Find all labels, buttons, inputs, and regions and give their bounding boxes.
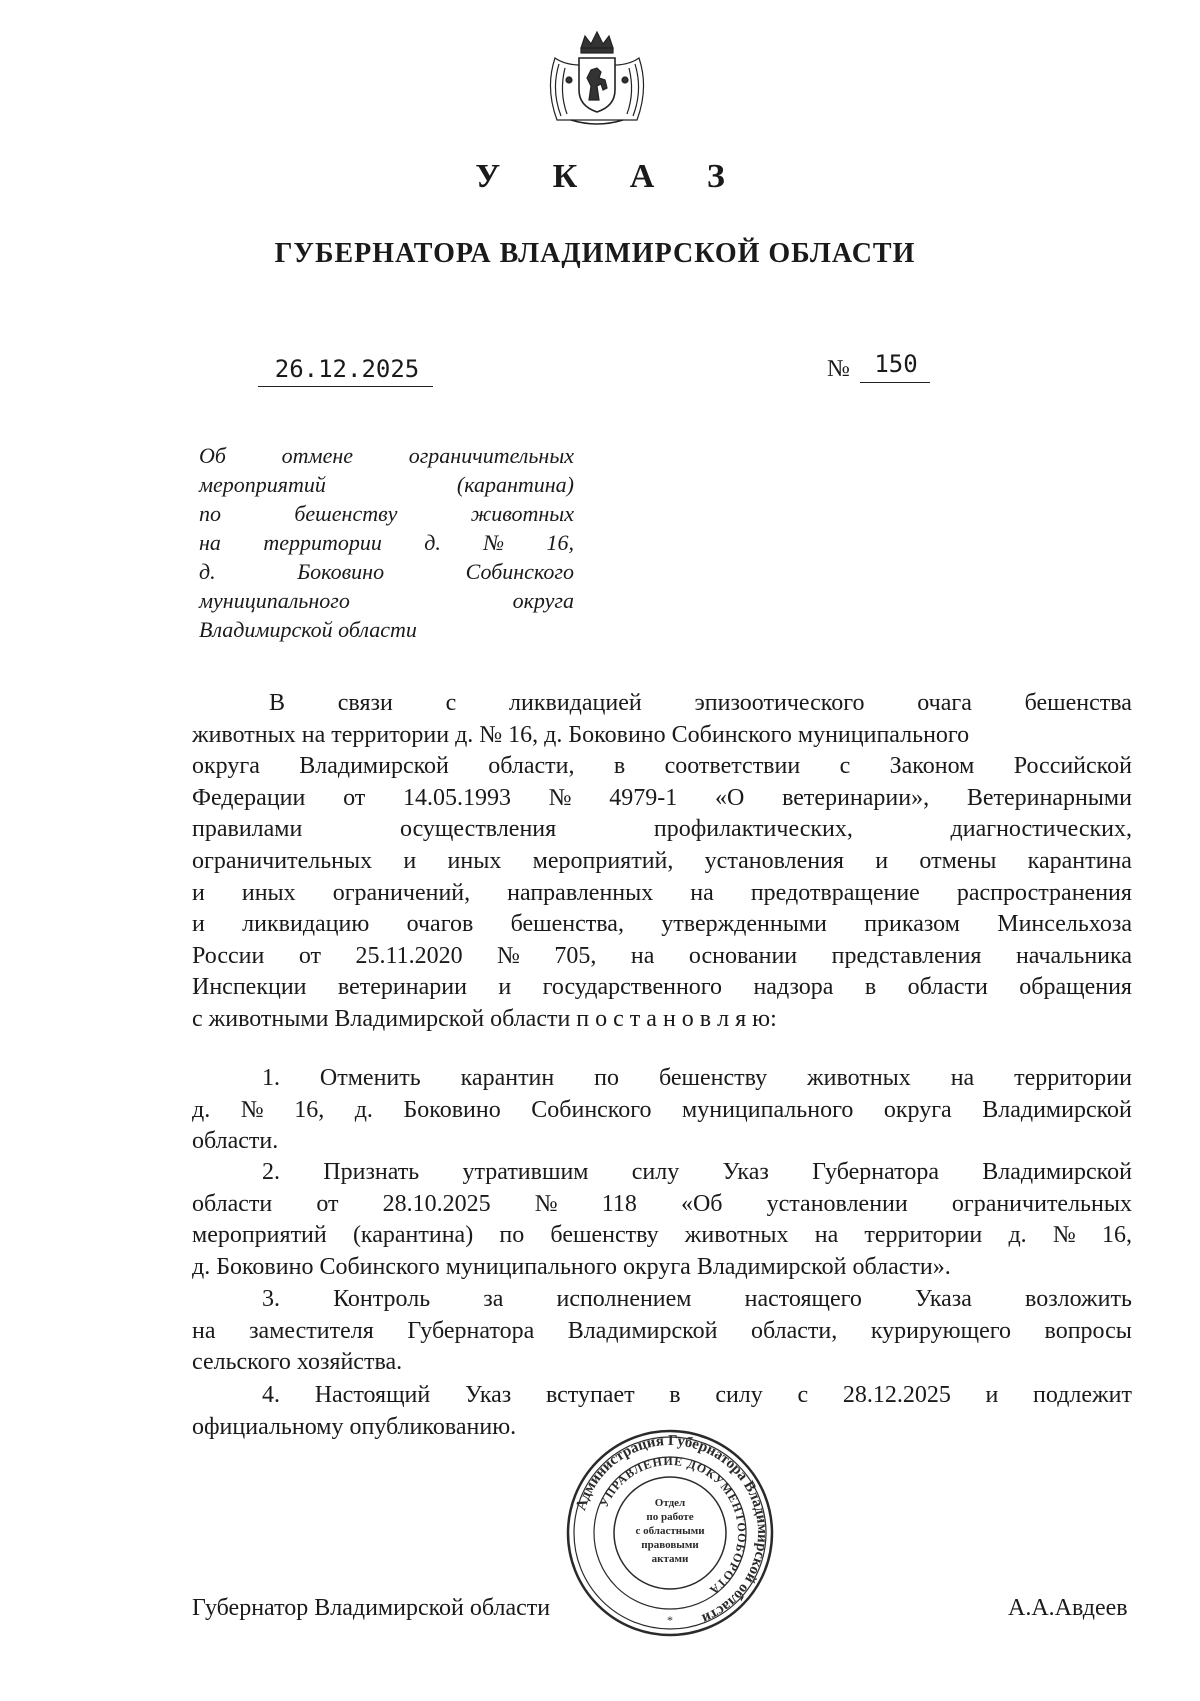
text-line [192,972,1132,1004]
word: бешенства [1024,690,1132,716]
word: ограничительных [951,1190,1132,1217]
word: на [950,1065,975,1091]
word: иных [241,879,296,906]
subject-word: Об [199,443,226,468]
word: подлежит [1033,1382,1132,1408]
word: Владимирской [982,1159,1132,1185]
stamp-center-line: Отдел [654,1497,686,1509]
text-line [192,720,1132,752]
word: сельского хозяйства. [192,1349,403,1376]
word: курирующего [870,1317,1011,1344]
word: 3. [262,1286,280,1312]
official-round-stamp [565,1428,775,1638]
word: Ветеринарными [966,784,1132,811]
word: д. Боковино Собинского муниципального округа Владимирской области». [192,1253,951,1280]
word: Инспекции [192,974,307,1001]
word: приказом [864,911,960,938]
word: официальному опубликованию. [192,1413,517,1440]
text-line [192,814,1132,846]
subject-line [199,441,574,470]
word: территории [1014,1065,1132,1091]
word: соответствии [664,753,801,780]
date-underline [258,386,433,387]
signatory-name: А.А.Авдеев [1008,1595,1128,1621]
word: д. [192,1096,211,1123]
word: ветеринарии [337,974,467,1001]
word: Российской [1013,753,1132,780]
subject-line [199,528,574,557]
word: направленных [507,879,654,906]
word: осуществления [400,816,557,843]
word: вопросы [1044,1317,1132,1344]
word: Признать [323,1159,420,1185]
word: 1. [262,1065,280,1091]
clause-3 [192,1284,1132,1379]
word: силу [631,1159,680,1185]
word: Указ [464,1382,512,1408]
subject-word: д. [424,530,441,555]
word: 4979-1 [609,784,678,811]
word: Владимирской [299,753,449,780]
word: вступает [545,1382,635,1408]
word: эпизоотического [694,690,865,716]
word: Собинского [531,1096,652,1123]
subject-word: муниципального [199,588,350,613]
subject-line [199,586,574,615]
subject-word: бешенству [294,501,398,526]
subject-word: по [199,501,221,526]
word: очага [917,690,972,716]
word: области. [192,1128,279,1155]
subject-word: ограничительных [408,443,574,468]
word: установления [704,847,844,874]
document-type-title: У К А З [475,158,747,195]
word: 4. [262,1382,280,1408]
stamp-center-line: правовыми [641,1539,699,1551]
word: 16, [294,1096,325,1123]
word: ограничительных [192,847,373,874]
preamble-paragraph [192,688,1132,1036]
word: представления [831,942,982,969]
text-line [192,1284,1132,1316]
stamp-star: * [667,1613,673,1627]
word: от [298,942,321,969]
subject-line [199,557,574,586]
text-line [192,1316,1132,1348]
word: и [403,847,417,874]
word: ветеринарии», [782,784,930,811]
word: 118 [601,1190,637,1217]
word: 28.10.2025 [382,1190,491,1217]
word: основании [688,942,798,969]
word: области, [751,1317,838,1344]
word: территории [864,1222,983,1249]
subject-word: № [483,530,505,555]
word: Губернатора [407,1317,535,1344]
word: Владимирской [982,1096,1132,1123]
word: отмены [919,847,997,874]
subject-line [199,615,574,644]
word: возложить [1025,1286,1132,1312]
word: Боковино [403,1096,501,1123]
word: обращения [1019,974,1132,1001]
word: по [499,1222,525,1249]
word: за [483,1286,504,1312]
word: Законом [889,753,975,780]
subject-word: отмене [281,443,354,468]
word: и [192,879,205,906]
word: и [192,911,205,938]
word: животных [807,1065,911,1091]
word: 14.05.1993 [402,784,511,811]
word: Настоящий [314,1382,431,1408]
word: области [907,974,988,1001]
text-line [192,1252,1132,1284]
word: округа [883,1096,952,1123]
text-line [192,1004,1132,1036]
word: и [875,847,889,874]
word: настоящего [744,1286,862,1312]
word: Контроль [333,1286,431,1312]
text-line [192,909,1132,941]
subject-word: территории [263,530,382,555]
word: мероприятий [192,1222,327,1249]
word: в [669,1382,681,1408]
word: Минсельхоза [997,911,1132,938]
subject-word: Собинского [465,559,574,584]
word: № [548,784,572,811]
text-line [192,1095,1132,1127]
word: на [814,1222,839,1249]
word: распространения [956,879,1132,906]
word: Отменить [319,1065,421,1091]
subject-word: Владимирской области [199,617,417,642]
subject-word: животных [470,501,574,526]
subject-line [199,499,574,528]
word: «О [715,784,745,811]
stamp-center-line: актами [651,1553,689,1565]
stamp-outer-text: Администрация Губернатора Владимирской области [573,1432,771,1627]
text-line [192,1189,1132,1221]
word: № [534,1190,558,1217]
word: в [613,753,626,780]
signatory-position: Губернатор Владимирской области [192,1595,551,1621]
word: надзора [753,974,834,1001]
word: профилактических, [653,816,853,843]
word: от [343,784,366,811]
word: Указ [722,1159,769,1185]
subject-word: на [199,530,221,555]
word: на [192,1317,216,1344]
word: бешенству [550,1222,659,1249]
word: диагностических, [950,816,1132,843]
clause-1 [192,1063,1132,1158]
word: № [1052,1222,1076,1249]
subject-word: округа [512,588,574,613]
stamp-inner-text: УПРАВЛЕНИЕ ДОКУМЕНТООБОРОТА [596,1453,750,1599]
text-line [192,688,1132,720]
word: силу [715,1382,763,1408]
word: начальника [1015,942,1132,969]
clause-2 [192,1157,1132,1283]
text-line [192,1063,1132,1095]
text-line [192,878,1132,910]
subject-word: мероприятий [199,472,326,497]
text-line [192,1220,1132,1252]
number-underline [860,382,930,383]
word: д. [354,1096,373,1123]
word: с [797,1382,809,1408]
word: правилами [192,816,303,843]
word: Федерации [192,784,306,811]
stamp-center-line: по работе [646,1511,694,1523]
word: мероприятий, [532,847,674,874]
word: по [594,1065,620,1091]
subject-word: 16, [546,530,574,555]
word: 16, [1101,1222,1132,1249]
word: области [192,1190,273,1217]
text-line [192,1380,1132,1412]
word: с [445,690,457,716]
word: заместителя [249,1317,374,1344]
text-line [192,1157,1132,1189]
word: «Об [680,1190,723,1217]
word: Владимирской [567,1317,718,1344]
word: с [839,753,851,780]
word: иных [447,847,502,874]
word: и [498,974,512,1001]
text-line [192,751,1132,783]
subject-word: Боковино [297,559,385,584]
word: на [690,879,714,906]
word: 2. [262,1159,280,1185]
subject-word: д. [199,559,216,584]
word: округа [192,753,260,780]
word: 705, [554,942,597,969]
word: исполнением [556,1286,692,1312]
subject-line [199,470,574,499]
word: бешенству [658,1065,768,1091]
word: 25.11.2020 [355,942,463,969]
word: муниципального [682,1096,854,1123]
issuer-heading: ГУБЕРНАТОРА ВЛАДИМИРСКОЙ ОБЛАСТИ [274,238,916,269]
word: в [864,974,877,1001]
coat-of-arms-emblem [535,28,659,128]
word: государственного [542,974,723,1001]
word: 28.12.2025 [842,1382,951,1408]
word: от [316,1190,339,1217]
decree-number: 150 [874,350,918,378]
text-line [192,1126,1132,1158]
word: № [497,942,520,969]
word: России [192,942,265,969]
word: Указа [914,1286,972,1312]
word: В [269,690,286,716]
word: карантина [1027,847,1132,874]
word: (карантина) [352,1222,474,1249]
word: д. [1008,1222,1027,1249]
word: Губернатора [812,1159,939,1185]
word: установлении [766,1190,908,1217]
word: бешенства, [510,911,624,938]
word: предотвращение [750,879,920,906]
word: ограничений, [332,879,471,906]
text-line [192,941,1132,973]
text-line [192,1347,1132,1379]
word: ликвидацией [509,690,642,716]
subject-word: (карантина) [456,472,574,497]
word: ликвидацию [242,911,370,938]
word: животных на территории д. № 16, д. Боковино Собинского муниципального [192,721,970,748]
word: с животными Владимирской области п о с т а н о в л я ю: [192,1005,777,1032]
word: на [630,942,655,969]
word: утвержденными [661,911,827,938]
word: и [985,1382,999,1408]
number-sign: № [827,356,850,382]
text-line [192,846,1132,878]
text-line [192,783,1132,815]
word: области, [488,753,575,780]
word: № [240,1096,264,1123]
word: очагов [406,911,474,938]
decree-date: 26.12.2025 [274,355,420,383]
decree-subject [199,441,574,644]
word: утратившим [462,1159,589,1185]
word: связи [337,690,393,716]
word: животных [684,1222,789,1249]
word: карантин [460,1065,555,1091]
stamp-center-line: с областными [635,1525,705,1537]
